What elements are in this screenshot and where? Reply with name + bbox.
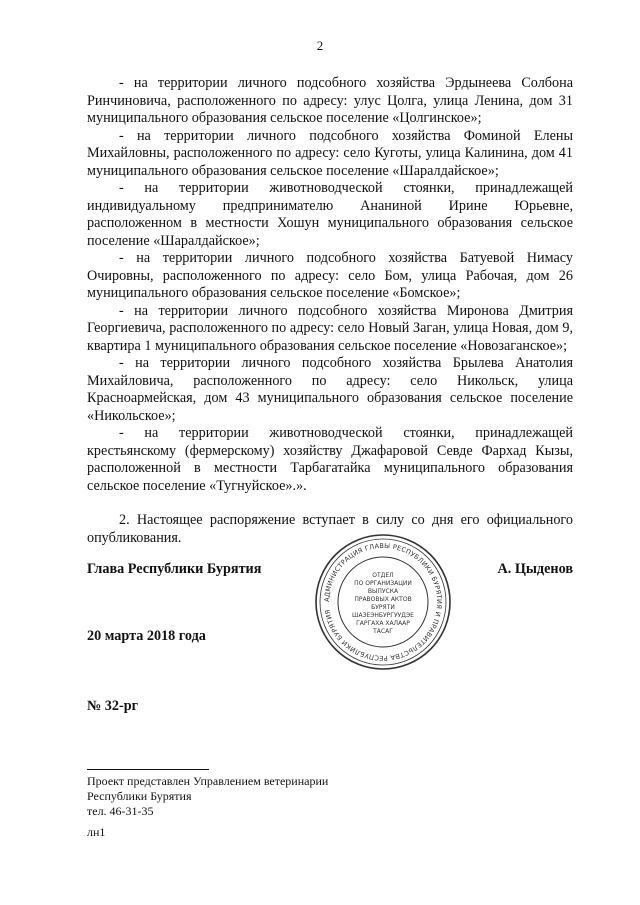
stamp-line: ТАСАГ [373,628,393,635]
stamp-outer-text: АДМИНИСТРАЦИЯ ГЛАВЫ РЕСПУБЛИКИ БУРЯТИЯ И ПРАВИТЕЛЬСТВА РЕСПУБЛИКИ БУРЯТИЯ [322,541,444,663]
stamp-line: ПРАВОВЫХ АКТОВ [354,596,412,603]
footnote-line: тел. 46-31-35 [87,804,154,818]
document-number: № 32-рг [87,698,139,714]
list-item: - на территории личного подсобного хозяйства Эрдынеева Солбона Ринчиновича, расположенного по адресу: улус Цолга, улица Ленина, дом 31 муниципального образования сельское поселение «Цолгинское»; [87,75,573,126]
footnote [87,774,328,819]
list-item: - на территории личного подсобного хозяйства Фоминой Елены Михайловны, расположенного по адресу: село Куготы, улица Калинина, дом 41 муниципального образования сельское поселение «Шаралдайское»; [87,127,573,179]
list-item: - на территории животноводческой стоянки, принадлежащей крестьянскому (фермерскому) хозяйству Джафаровой Севде Фархад Кызы, расположенной в местности Тарбагатайка муниципального образования сельское поселение «Тугнуйское».». [87,425,573,494]
stamp-seal-icon [313,532,453,672]
footnote-line: Проект представлен Управлением ветеринарии [87,774,329,788]
signatory-name: А. Цыденов [497,561,573,577]
page-number: 2 [316,38,324,53]
list-item: - на территории животноводческой стоянки, принадлежащей индивидуальному предпринимателю Ананиной Ирине Юрьевне, расположенном в местности Хошун муниципального образования сельское поселение «Шаралдайское»; [87,180,573,249]
closing-paragraph: 2. Настоящее распоряжение вступает в силу со дня его официального опубликования. [87,512,573,546]
document-body [87,75,573,547]
list-item: - на территории личного подсобного хозяйства Миронова Дмитрия Георгиевича, расположенного по адресу: село Новый Заган, улица Новая, дом 9, квартира 1 муниципального образования сельское поселение «Новозаганское»; [87,302,573,354]
stamp-line: ПО ОРГАНИЗАЦИИ [354,580,412,587]
document-code: лн1 [87,825,106,839]
official-stamp [313,532,453,672]
list-item: - на территории личного подсобного хозяйства Брылева Анатолия Михайловича, расположенного по адресу: село Никольск, улица Красноармейская, дом 43 муниципального образования сельское поселение «Никольское»; [87,355,573,424]
footnote-divider [87,769,209,770]
document-date: 20 марта 2018 года [87,628,206,644]
list-item: - на территории личного подсобного хозяйства Батуевой Нимасу Очировны, расположенного по адресу: село Бом, улица Рабочая, дом 26 муниципального образования сельское поселение «Бомское»; [87,250,573,301]
stamp-line: ВЫПУСКА [367,588,399,595]
stamp-line: ОТДЕЛ [372,572,394,579]
footnote-line: Республики Бурятия [87,789,192,803]
signatory-title: Глава Республики Бурятия [87,561,262,577]
stamp-line: ШАЗЕЭНБУРГУУДЭЕ [352,612,414,619]
stamp-line: ГАРГАХА ХАЛААР [356,620,410,627]
stamp-line: БУРЯТИ [371,604,395,611]
